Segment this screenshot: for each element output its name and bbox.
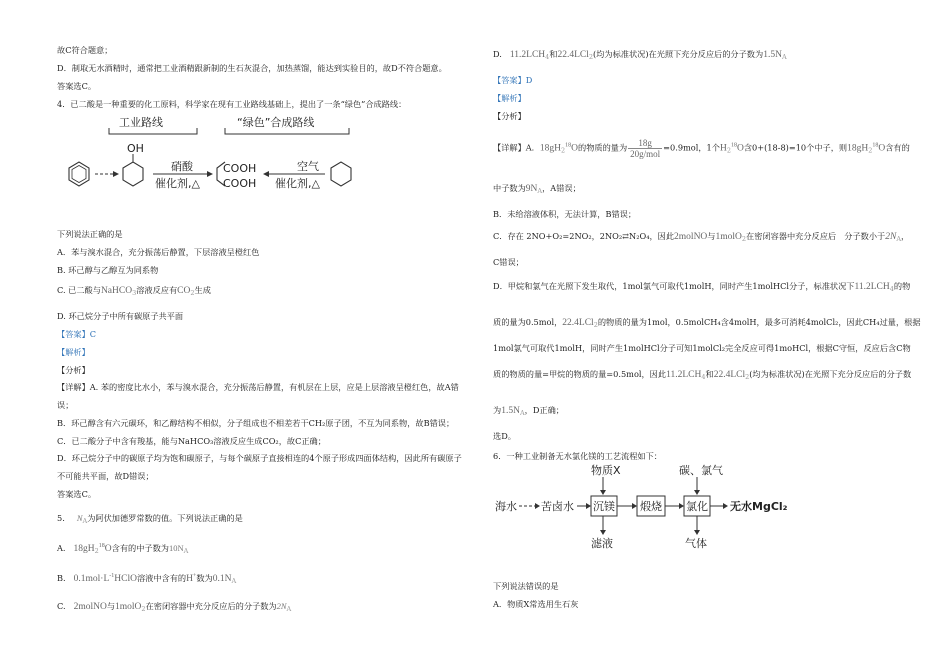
detail-line: 质的物质的量=甲烷的物质的量=0.5mol，因此$11.2LCH_4$和22.4LCl$_2$(均为标准状况)在光照下充分反应后的分子数: [493, 369, 912, 381]
benzene-structure: [69, 162, 89, 186]
detail-line: 不可能共平面，故D错误；: [57, 471, 154, 481]
detail-line: 答案选C。: [57, 489, 97, 499]
option-a: A．苯与溴水混合，充分振荡后静置，下层溶液呈橙红色: [57, 247, 260, 257]
question-5-title: 5. $N_A$为阿伏加德罗常数的值。下列说法正确的是: [57, 513, 243, 525]
detail-line: D．环己烷分子中的碳原子均为饱和碳原子，与每个碳原子直接相连的4个原子形成四面体结构，因此所有碳原子: [57, 453, 462, 463]
calcine-box: 煅烧: [640, 500, 662, 513]
catalyst-label: 催化剂,△: [155, 177, 200, 190]
oh-label: OH: [127, 142, 144, 155]
text-line: 答案选C。: [57, 81, 97, 91]
fraction: $\frac{18g}{\text{20g/mol}}$: [630, 138, 661, 159]
detail-line: D．甲烷和氯气在光照下发生取代，1mol氯气可取代1molH，同时产生1molHCl分子，标准状况下$11.2LCH_4$的物: [493, 281, 911, 293]
analysis-label: 【解析】: [493, 93, 526, 103]
green-route-label: “绿色”合成路线: [237, 116, 315, 129]
cyclohexane-structure: [331, 162, 351, 186]
catalyst-label: 催化剂,△: [275, 177, 320, 190]
process-flow-diagram: [493, 462, 823, 552]
q5-option-c: C. 2molNO与1molO$_2$在密闭容器中充分反应后的分子数为$2N_A$: [57, 601, 292, 613]
fenxi-label: 【分析】: [493, 111, 526, 121]
seawater-label: 海水: [495, 500, 517, 513]
detail-line: B．未给溶液体积，无法计算，B错误；: [493, 209, 637, 219]
answer-label: 【答案】C: [57, 329, 97, 339]
gas-label: 气体: [685, 537, 707, 550]
q5-option-a: A. $18gH_2^{18}O$含有的中子数为$10N_A$: [57, 543, 189, 555]
cooh-label: COOH: [223, 177, 257, 190]
air-label: 空气: [297, 160, 319, 173]
question-stem: 下列说法错误的是: [493, 581, 559, 591]
filtrate-label: 滤液: [591, 537, 613, 550]
detail-line: 为$1.5N_A$，D正确；: [493, 405, 564, 417]
analysis-label: 【解析】: [57, 347, 90, 357]
option-b: B. 环己醇与乙醇互为同系物: [57, 265, 159, 275]
nitric-acid-label: 硝酸: [171, 160, 193, 173]
detail-line: B．环己醇含有六元碳环，和乙醇结构不相似，分子组成也不相差若干CH₂原子团，不互为同系物，故B错误；: [57, 418, 455, 428]
question-6-title: 6．一种工业制备无水氯化镁的工艺流程如下：: [493, 451, 662, 461]
text-line: D．制取无水酒精时，通常把工业酒精跟新制的生石灰混合，加热蒸馏，能达到实验目的，故D不符合题意。: [57, 63, 447, 73]
question-4-title: 4．已二酸是一种重要的化工原料，科学家在现有工业路线基础上，提出了一条“绿色”合成路线：: [57, 99, 407, 109]
detail-line: 【详解】A. 苯的密度比水小，苯与溴水混合，充分振荡后静置，有机层在上层，应是上层溶液呈橙红色，故A错: [57, 382, 459, 392]
q5-option-b: B. $0.1mol\cdot L^{-1}HClO$溶液中含有的H+数为$0.1N_A$: [57, 573, 237, 585]
bittern-label: 苦卤水: [541, 500, 574, 513]
synthesis-route-diagram: [57, 112, 357, 202]
option-a: A．物质X常选用生石灰: [493, 599, 579, 609]
cyclohexanol-structure: [123, 142, 144, 186]
question-stem: 下列说法正确的是: [57, 229, 123, 239]
detail-line: 【详解】A．$18gH_2^{18}O$的物质的量为 $\frac{18g}{\text{20g/mol}}$ =0.9mol，1个$H_2^{18}O$含0+(18-8)=10个中子，则$18gH_2^{18}O$含有的: [493, 138, 910, 159]
product-label: 无水MgCl₂: [730, 500, 788, 513]
answer-label: 【答案】D: [493, 75, 533, 85]
chlorinate-box: 氯化: [686, 500, 708, 513]
detail-line: 1mol氯气可取代1molH，同时产生1molHCl分子可知1molCl₂完全反应可得1moHCl，根据C守恒，反应后含C物: [493, 343, 911, 353]
option-c: C. 已二酸与NaHCO$_3$溶液反应有$CO_2$生成: [57, 285, 211, 297]
fenxi-label: 【分析】: [57, 365, 90, 375]
text-line: 故C符合题意；: [57, 45, 113, 55]
option-d: D. 环己烷分子中所有碳原子共平面: [57, 311, 184, 321]
adipic-acid-structure: [217, 162, 256, 190]
industrial-route-label: 工业路线: [119, 116, 163, 129]
cooh-label: COOH: [223, 162, 257, 175]
material-x-label: 物质X: [591, 464, 621, 477]
detail-line: C．存在 2NO+O₂=2NO₂，2NO₂⇄N₂O₄，因此2molNO与1molO$_2$在密闭容器中充分反应后 分子数小于$2N_A$，: [493, 231, 910, 243]
detail-line: C错误；: [493, 257, 524, 267]
detail-line: C．已二酸分子中含有羧基，能与NaHCO₃溶液反应生成CO₂，故C正确；: [57, 436, 326, 446]
precipitate-mg-box: 沉镁: [593, 500, 615, 513]
carbon-chlorine-label: 碳、氯气: [679, 464, 723, 477]
detail-line: 质的量为0.5mol，22.4LCl$_2$的物质的量为1mol，0.5molCH₄含4molH，最多可消耗4molCl₂，因此CH₄过量，根据: [493, 317, 921, 329]
detail-line: 误；: [57, 400, 74, 410]
q5-option-d: D. $11.2LCH_4$和22.4LCl$_2$(均为标准状况)在光照下充分反应后的分子数为$1.5N_A$: [493, 49, 787, 61]
detail-line: 选D。: [493, 431, 516, 441]
detail-line: 中子数为$9N_A$，A错误；: [493, 183, 581, 195]
